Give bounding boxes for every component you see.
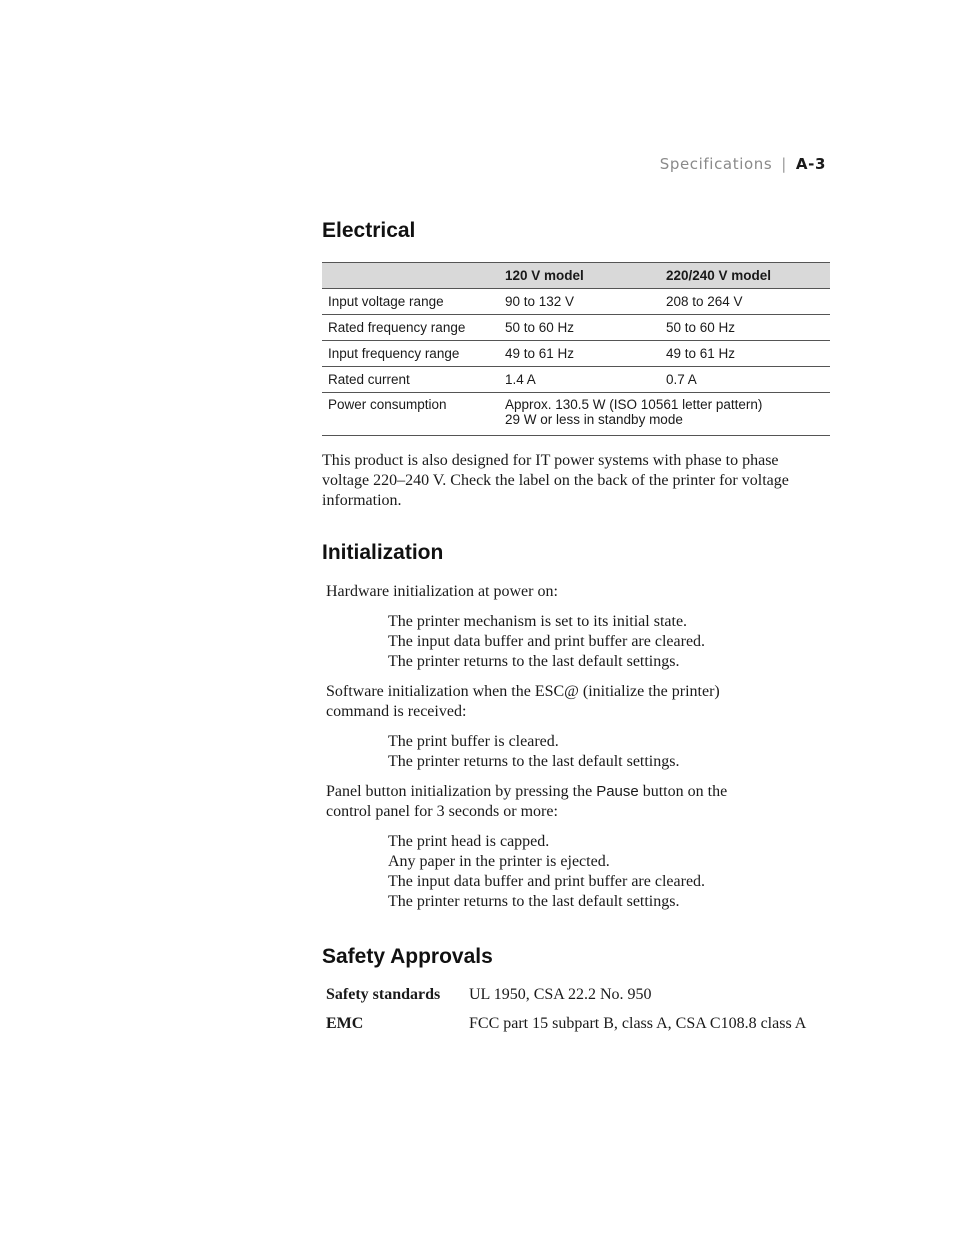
list-item: The printer returns to the last default settings. bbox=[388, 753, 680, 770]
pause-button-label: Pause bbox=[596, 783, 639, 800]
row-label: Power consumption bbox=[322, 393, 499, 436]
cell-120v: 1.4 A bbox=[499, 367, 660, 393]
list-item: The print buffer is cleared. bbox=[388, 733, 559, 750]
list-item: The print head is capped. bbox=[388, 833, 550, 850]
cell-220v: 208 to 264 V bbox=[660, 289, 830, 315]
column-header bbox=[322, 263, 499, 289]
safety-label: Safety standards bbox=[326, 986, 441, 1003]
cell-120v: 90 to 132 V bbox=[499, 289, 660, 315]
hardware-intro: Hardware initialization at power on: bbox=[326, 583, 558, 600]
list-item: The input data buffer and print buffer are cleared. bbox=[388, 633, 706, 650]
table-row bbox=[322, 341, 830, 367]
row-label: Input voltage range bbox=[322, 289, 499, 315]
safety-label: EMC bbox=[326, 1015, 364, 1032]
cell-220v: 0.7 A bbox=[660, 367, 830, 393]
panel-intro-text: Panel button initialization by pressing the bbox=[326, 783, 597, 800]
row-label: Rated frequency range bbox=[322, 315, 499, 341]
row-label: Rated current bbox=[322, 367, 499, 393]
panel-intro-text: button on the control panel for 3 seconds or more: bbox=[326, 783, 728, 820]
safety-value: FCC part 15 subpart B, class A, CSA C108.8 class A bbox=[469, 1015, 807, 1032]
panel-list bbox=[388, 832, 808, 912]
initialization-heading: Initialization bbox=[322, 541, 444, 564]
power-line: 29 W or less in standby mode bbox=[505, 412, 683, 427]
software-list bbox=[388, 732, 808, 772]
panel-intro bbox=[326, 782, 756, 822]
list-item: The printer mechanism is set to its initial state. bbox=[388, 613, 688, 630]
electrical-table bbox=[322, 262, 830, 436]
electrical-note: This product is also designed for IT power systems with phase to phase voltage 220–240 V. Check the label on the back of the printer for voltage information. bbox=[322, 452, 789, 509]
cell-120v: 50 to 60 Hz bbox=[499, 315, 660, 341]
list-item: The printer returns to the last default settings. bbox=[388, 893, 680, 910]
power-consumption-cell bbox=[499, 393, 830, 436]
table-row bbox=[322, 393, 830, 436]
cell-220v: 50 to 60 Hz bbox=[660, 315, 830, 341]
safety-heading: Safety Approvals bbox=[322, 945, 493, 968]
power-line: Approx. 130.5 W (ISO 10561 letter pattern) bbox=[505, 397, 763, 412]
hardware-list bbox=[388, 612, 808, 672]
table-row bbox=[322, 315, 830, 341]
page-number: A-3 bbox=[795, 155, 826, 173]
cell-120v: 49 to 61 Hz bbox=[499, 341, 660, 367]
list-item: The input data buffer and print buffer are cleared. bbox=[388, 873, 706, 890]
header-separator: | bbox=[781, 155, 787, 173]
cell-220v: 49 to 61 Hz bbox=[660, 341, 830, 367]
safety-value: UL 1950, CSA 22.2 No. 950 bbox=[469, 986, 652, 1003]
section-name: Specifications bbox=[659, 155, 773, 173]
list-item: The printer returns to the last default settings. bbox=[388, 653, 680, 670]
column-header: 120 V model bbox=[499, 263, 660, 289]
software-intro: Software initialization when the ESC@ (initialize the printer) command is received: bbox=[326, 683, 720, 720]
table-row bbox=[322, 367, 830, 393]
table-header-row bbox=[322, 263, 830, 289]
running-header bbox=[660, 155, 826, 173]
list-item: Any paper in the printer is ejected. bbox=[388, 853, 610, 870]
row-label: Input frequency range bbox=[322, 341, 499, 367]
column-header: 220/240 V model bbox=[660, 263, 830, 289]
electrical-heading: Electrical bbox=[322, 219, 416, 242]
table-row bbox=[322, 289, 830, 315]
